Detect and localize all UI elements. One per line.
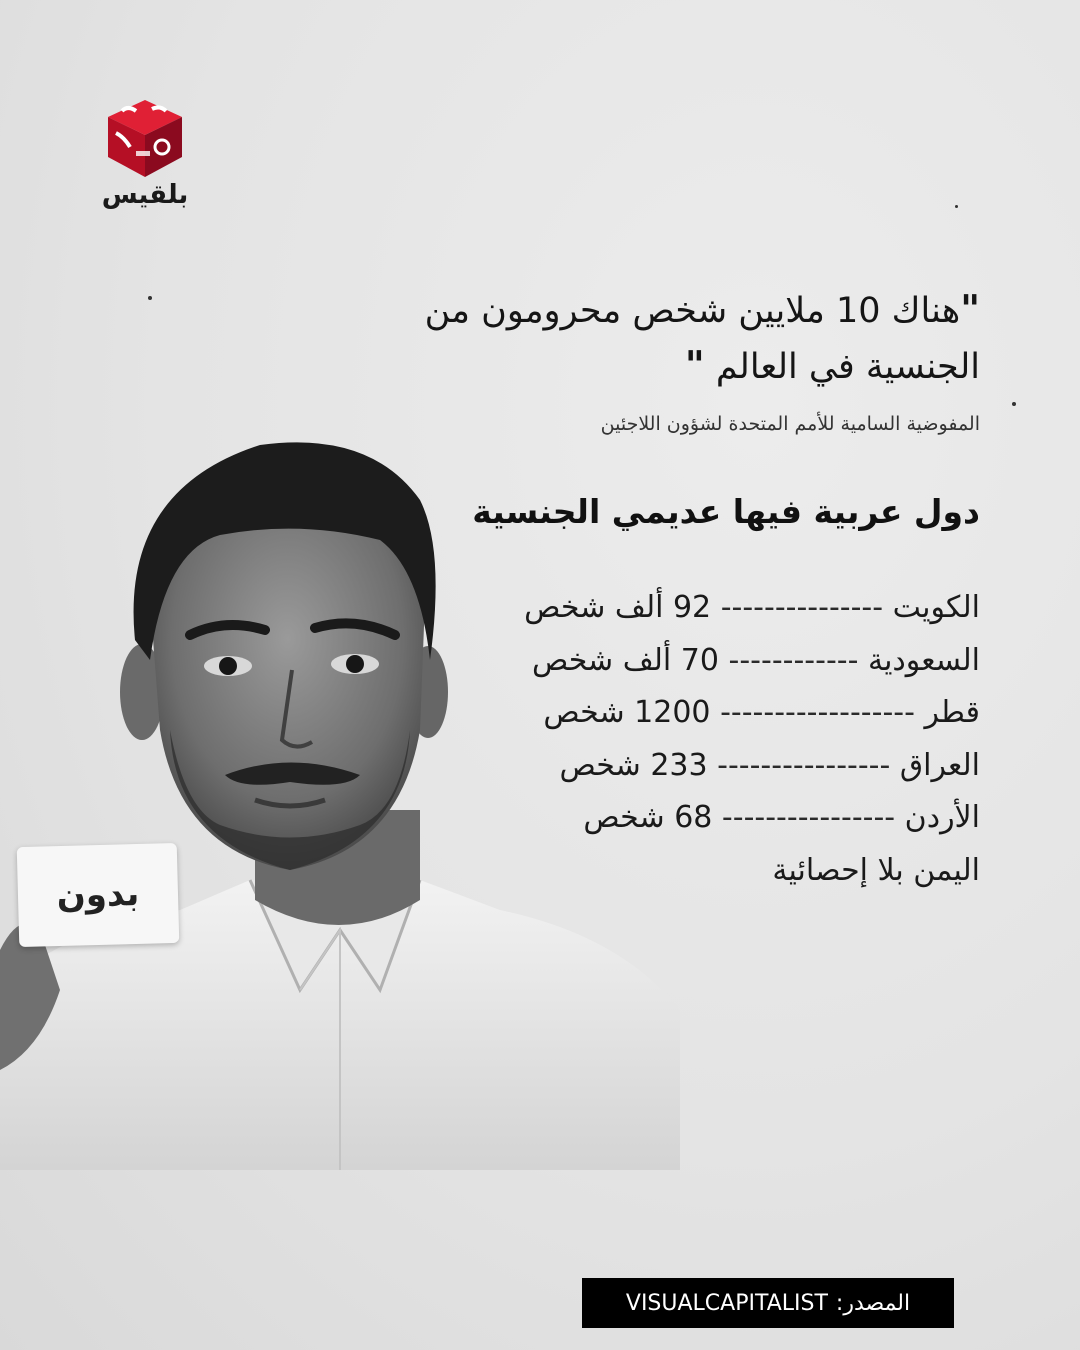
quote	[340, 282, 980, 394]
stat-value: 92 ألف شخص	[524, 590, 712, 625]
source-footer	[582, 1278, 954, 1328]
footer-label: المصدر:	[835, 1290, 911, 1316]
stat-country: السعودية	[867, 642, 980, 678]
stat-country: اليمن	[913, 852, 980, 888]
stat-dashes: ---------------	[720, 590, 884, 625]
paper-speck	[955, 205, 958, 208]
stat-value: 1200 شخص	[543, 695, 711, 730]
stat-value: 233 شخص	[559, 747, 708, 783]
card-label: بدون	[56, 873, 140, 917]
footer-value: VISUALCAPITALIST	[625, 1290, 828, 1316]
quote-text: هناك 10 ملايين شخص محرومون من الجنسية في العالم	[424, 291, 980, 387]
stat-dashes: ----------------	[721, 800, 896, 835]
stat-dashes: ------------------	[720, 695, 915, 730]
paper-speck	[1012, 402, 1016, 406]
stat-country: الكويت	[892, 590, 980, 625]
quote-source: المفوضية السامية للأمم المتحدة لشؤون اللاجئين	[600, 413, 980, 435]
stat-country: العراق	[899, 747, 980, 783]
stat-value: 68 شخص	[583, 800, 713, 835]
stat-country: الأردن	[904, 800, 980, 835]
card	[17, 843, 180, 947]
section-heading: دول عربية فيها عديمي الجنسية	[472, 492, 980, 531]
person-photo	[0, 430, 680, 1170]
stat-country: قطر	[924, 695, 980, 730]
logo-text: بلقيس	[101, 180, 189, 210]
paper-speck	[148, 296, 152, 300]
stat-value: 70 ألف شخص	[531, 642, 719, 678]
stat-dashes: ----------------	[717, 747, 891, 783]
quote-open-mark: "	[960, 287, 980, 331]
quote-close-mark: "	[684, 343, 705, 387]
stat-dashes: ------------	[728, 642, 859, 678]
stat-value: بلا إحصائية	[772, 852, 904, 888]
